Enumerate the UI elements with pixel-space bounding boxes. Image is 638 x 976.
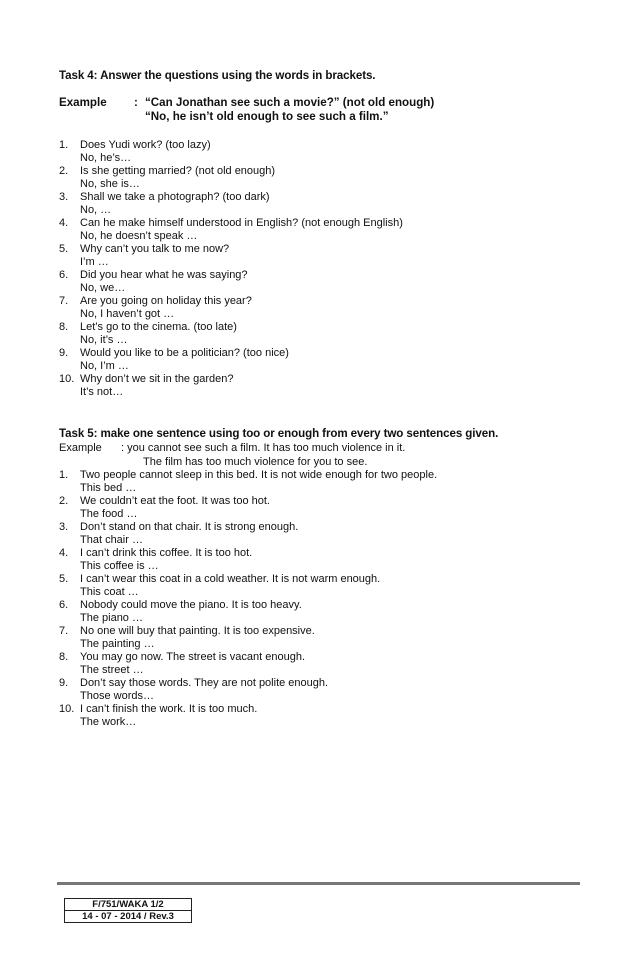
list-item [59, 295, 599, 321]
list-item [59, 677, 599, 703]
item-number: 10. [59, 373, 75, 385]
item-sentence: I can’t finish the work. It is too much. [80, 703, 258, 715]
item-number: 8. [59, 651, 69, 663]
list-item [59, 651, 599, 677]
item-number: 1. [59, 139, 69, 151]
list-item [59, 373, 599, 399]
item-number: 9. [59, 347, 69, 359]
item-question: Why don’t we sit in the garden? [80, 373, 234, 385]
list-item [59, 139, 599, 165]
item-answer: No, I’m … [80, 360, 129, 372]
task4-question-list [59, 139, 599, 399]
item-question: Does Yudi work? (too lazy) [80, 139, 211, 151]
task4-example-question: “Can Jonathan see such a movie?” (not old enough) [145, 96, 435, 109]
document-code-box [64, 898, 192, 923]
item-answer: No, he’s… [80, 152, 132, 164]
item-sentence: Two people cannot sleep in this bed. It is not wide enough for two people. [80, 469, 438, 481]
task4-example-label: Example [59, 96, 107, 109]
item-answer: No, she is… [80, 178, 140, 190]
item-number: 7. [59, 625, 69, 637]
item-sentence: We couldn’t eat the foot. It was too hot. [80, 495, 270, 507]
item-answer: The street … [80, 664, 144, 676]
task5-example-given: : you cannot see such a film. It has too much violence in it. [121, 442, 406, 454]
document-code: F/751/WAKA 1/2 [92, 899, 164, 910]
item-answer: That chair … [80, 534, 143, 546]
item-answer: The work… [80, 716, 137, 728]
document-date-revision: 14 - 07 - 2014 / Rev.3 [65, 910, 191, 922]
item-question: Did you hear what he was saying? [80, 269, 248, 281]
task4-example-answer: “No, he isn’t old enough to see such a film.” [145, 110, 389, 123]
item-answer: It’s not… [80, 386, 124, 398]
item-number: 7. [59, 295, 69, 307]
item-number: 6. [59, 269, 69, 281]
item-sentence: Nobody could move the piano. It is too heavy. [80, 599, 302, 611]
task4-example-colon: : [134, 96, 138, 109]
item-number: 9. [59, 677, 69, 689]
item-number: 3. [59, 191, 69, 203]
item-sentence: No one will buy that painting. It is too expensive. [80, 625, 315, 637]
item-sentence: I can’t drink this coffee. It is too hot. [80, 547, 253, 559]
footer-divider [57, 882, 580, 885]
item-answer: This coat … [80, 586, 139, 598]
item-answer: Those words… [80, 690, 154, 702]
list-item [59, 469, 599, 495]
item-number: 10. [59, 703, 75, 715]
item-answer: The painting … [80, 638, 155, 650]
item-number: 4. [59, 547, 69, 559]
item-answer: This coffee is … [80, 560, 159, 572]
list-item [59, 321, 599, 347]
item-answer: No, we… [80, 282, 126, 294]
item-answer: This bed … [80, 482, 137, 494]
item-question: Let’s go to the cinema. (too late) [80, 321, 237, 333]
item-question: Would you like to be a politician? (too nice) [80, 347, 289, 359]
item-question: Are you going on holiday this year? [80, 295, 252, 307]
task5-example-answer: The film has too much violence for you to see. [143, 456, 368, 468]
item-answer: The food … [80, 508, 138, 520]
item-sentence: You may go now. The street is vacant enough. [80, 651, 306, 663]
list-item [59, 495, 599, 521]
item-answer: I’m … [80, 256, 109, 268]
task5-heading: Task 5: make one sentence using too or enough from every two sentences given. [59, 427, 499, 440]
item-answer: No, I haven’t got … [80, 308, 175, 320]
item-question: Why can’t you talk to me now? [80, 243, 230, 255]
list-item [59, 269, 599, 295]
item-number: 4. [59, 217, 69, 229]
list-item [59, 191, 599, 217]
item-number: 1. [59, 469, 69, 481]
task4-heading: Task 4: Answer the questions using the words in brackets. [59, 69, 376, 82]
list-item [59, 703, 599, 729]
item-number: 3. [59, 521, 69, 533]
item-sentence: I can’t wear this coat in a cold weather. It is not warm enough. [80, 573, 381, 585]
list-item [59, 599, 599, 625]
item-number: 2. [59, 165, 69, 177]
item-answer: No, it’s … [80, 334, 128, 346]
item-question: Can he make himself understood in English? (not enough English) [80, 217, 403, 229]
item-sentence: Don’t stand on that chair. It is strong enough. [80, 521, 299, 533]
list-item [59, 243, 599, 269]
item-number: 6. [59, 599, 69, 611]
list-item [59, 521, 599, 547]
list-item [59, 547, 599, 573]
item-answer: No, … [80, 204, 112, 216]
item-sentence: Don’t say those words. They are not polite enough. [80, 677, 329, 689]
item-answer: The piano … [80, 612, 143, 624]
list-item [59, 573, 599, 599]
item-number: 8. [59, 321, 69, 333]
item-question: Shall we take a photograph? (too dark) [80, 191, 270, 203]
list-item [59, 625, 599, 651]
task5-example-label: Example [59, 442, 102, 454]
list-item [59, 165, 599, 191]
item-number: 5. [59, 243, 69, 255]
item-number: 2. [59, 495, 69, 507]
item-question: Is she getting married? (not old enough) [80, 165, 276, 177]
list-item [59, 217, 599, 243]
item-answer: No, he doesn’t speak … [80, 230, 198, 242]
list-item [59, 347, 599, 373]
item-number: 5. [59, 573, 69, 585]
task5-sentence-list [59, 469, 599, 729]
